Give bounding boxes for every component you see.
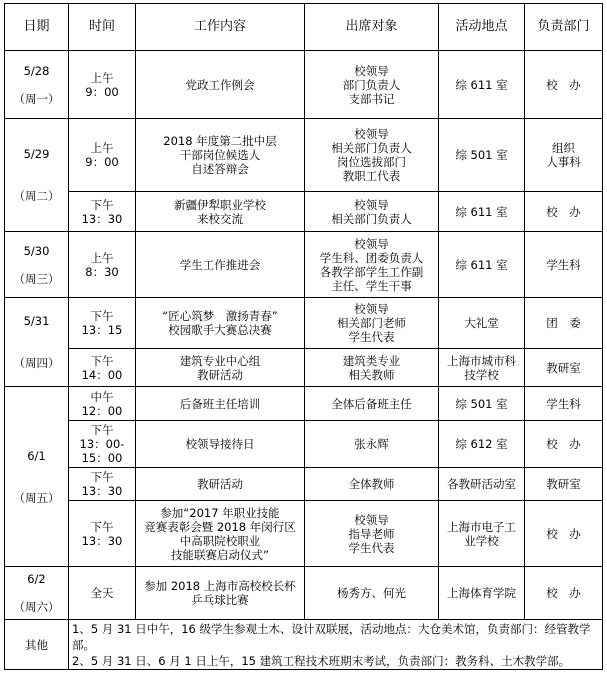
- time-cell: 上午 8：30: [69, 232, 136, 298]
- date-cell: 5/31 （周四）: [5, 298, 69, 387]
- content-cell: 参加 2018 上海市高校校长杯 乒乓球比赛: [136, 567, 305, 620]
- dept-cell: 学生科: [525, 387, 603, 421]
- date-cell: 6/1 （周五）: [5, 387, 69, 567]
- location-cell: 综 612 室: [439, 421, 525, 468]
- schedule-row: [5, 421, 603, 468]
- attendees-cell: 杨秀方、何光: [305, 567, 439, 620]
- date-cell: 6/2 （周六）: [5, 567, 69, 620]
- time-cell: 下午 13：00- 15：00: [69, 421, 136, 468]
- other-label: 其他: [5, 620, 69, 670]
- schedule-row: [5, 232, 603, 298]
- schedule-row: [5, 468, 603, 501]
- time-cell: 上午 9：00: [69, 119, 136, 192]
- content-cell: “匠心筑梦 激扬青春” 校园歌手大赛总决赛: [136, 298, 305, 349]
- dept-cell: 校 办: [525, 421, 603, 468]
- location-cell: 大礼堂: [439, 298, 525, 349]
- date-cell: 5/29 （周二）: [5, 119, 69, 232]
- attendees-cell: 校领导 学生科、团委负责人 各教学部学生工作副 主任、学生干事: [305, 232, 439, 298]
- schedule-row: [5, 119, 603, 192]
- dept-cell: 团 委: [525, 298, 603, 349]
- content-cell: 新疆伊犁职业学校 来校交流: [136, 192, 305, 232]
- other-note: 2、5 月 31 日、6 月 1 日上午，15 建筑工程技术班期末考试，负责部门：教务科、土木教学部。: [72, 653, 571, 668]
- location-cell: 上海市电子工 业学校: [439, 501, 525, 567]
- dept-cell: 学生科: [525, 232, 603, 298]
- attendees-cell: 校领导 部门负责人 支部书记: [305, 51, 439, 119]
- schedule-row: [5, 298, 603, 349]
- attendees-cell: 校领导 相关部门负责人: [305, 192, 439, 232]
- date-cell: 5/28 （周一）: [5, 51, 69, 119]
- location-cell: 上海体育学院: [439, 567, 525, 620]
- header-row: [5, 4, 603, 51]
- content-cell: 建筑专业中心组 教研活动: [136, 349, 305, 387]
- dept-cell: 教研室: [525, 349, 603, 387]
- header-location: 活动地点: [439, 4, 525, 51]
- attendees-cell: 校领导 相关部门老师 学生代表: [305, 298, 439, 349]
- dept-cell: 校 办: [525, 192, 603, 232]
- time-cell: 下午 13：30: [69, 501, 136, 567]
- dept-cell: 校 办: [525, 567, 603, 620]
- content-cell: 党政工作例会: [136, 51, 305, 119]
- attendees-cell: 全体教师: [305, 468, 439, 501]
- dept-cell: 校 办: [525, 501, 603, 567]
- time-cell: 下午 13：15: [69, 298, 136, 349]
- content-cell: 后备班主任培训: [136, 387, 305, 421]
- header-date: 日期: [5, 4, 69, 51]
- weekly-schedule-table: [4, 3, 603, 670]
- location-cell: 上海市城市科 技学校: [439, 349, 525, 387]
- other-note: 1、5 月 31 日中午，16 级学生参观土木、设计双联展，活动地点：大仓美术馆，负责部门：经管教学部。: [72, 621, 591, 652]
- dept-cell: 校 办: [525, 51, 603, 119]
- content-cell: 参加“2017 年职业技能 竞赛表彰会暨 2018 年闵行区 中高职院校职业 技能联赛启动仪式”: [136, 501, 305, 567]
- other-notes: [69, 620, 603, 670]
- dept-cell: 教研室: [525, 468, 603, 501]
- time-cell: 中午 12：00: [69, 387, 136, 421]
- date-cell: 5/30 （周三）: [5, 232, 69, 298]
- header-attendees: 出席对象: [305, 4, 439, 51]
- schedule-row: [5, 501, 603, 567]
- attendees-cell: 建筑类专业 相关教师: [305, 349, 439, 387]
- location-cell: 各教研活动室: [439, 468, 525, 501]
- attendees-cell: 全体后备班主任: [305, 387, 439, 421]
- schedule-row: [5, 387, 603, 421]
- time-cell: 下午 13：30: [69, 192, 136, 232]
- content-cell: 校领导接待日: [136, 421, 305, 468]
- schedule-row: [5, 349, 603, 387]
- content-cell: 2018 年度第二批中层 干部岗位候选人 自述答辩会: [136, 119, 305, 192]
- attendees-cell: 校领导 指导老师 学生代表: [305, 501, 439, 567]
- schedule-row: [5, 51, 603, 119]
- header-dept: 负责部门: [525, 4, 603, 51]
- time-cell: 上午 9：00: [69, 51, 136, 119]
- location-cell: 综 501 室: [439, 387, 525, 421]
- location-cell: 综 611 室: [439, 51, 525, 119]
- attendees-cell: 张永辉: [305, 421, 439, 468]
- content-cell: 教研活动: [136, 468, 305, 501]
- header-content: 工作内容: [136, 4, 305, 51]
- time-cell: 全天: [69, 567, 136, 620]
- content-cell: 学生工作推进会: [136, 232, 305, 298]
- dept-cell: 组织 人事科: [525, 119, 603, 192]
- location-cell: 综 611 室: [439, 192, 525, 232]
- location-cell: 综 501 室: [439, 119, 525, 192]
- location-cell: 综 611 室: [439, 232, 525, 298]
- attendees-cell: 校领导 相关部门负责人 岗位选拔部门 教职工代表: [305, 119, 439, 192]
- other-row: [5, 620, 603, 670]
- schedule-row: [5, 567, 603, 620]
- header-time: 时间: [69, 4, 136, 51]
- schedule-row: [5, 192, 603, 232]
- time-cell: 下午 13：30: [69, 468, 136, 501]
- time-cell: 下午 14：00: [69, 349, 136, 387]
